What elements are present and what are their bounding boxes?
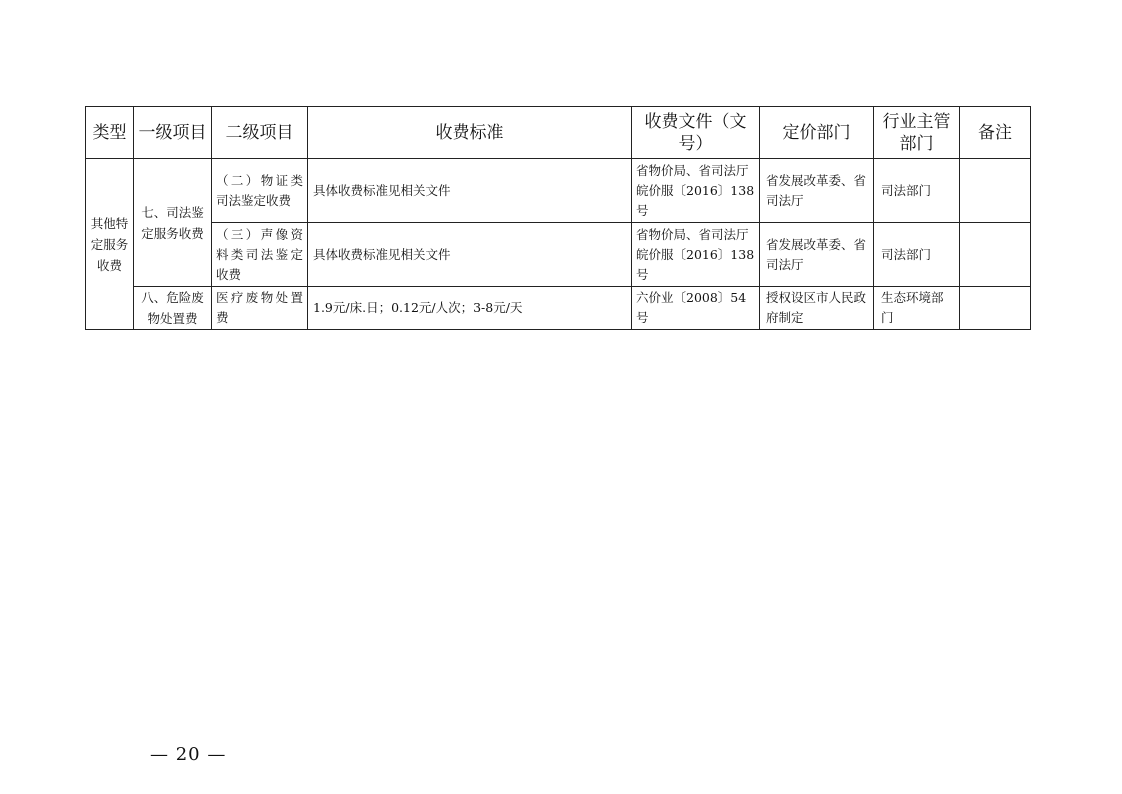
header-document: 收费文件（文号） [632,107,760,159]
document-cell: 六价业〔2008〕54号 [632,287,760,330]
industry-dept-cell: 司法部门 [874,223,960,287]
table-row [86,223,1031,287]
header-standard: 收费标准 [308,107,632,159]
header-remark: 备注 [960,107,1031,159]
level2-cell: 医疗废物处置费 [212,287,308,330]
header-type: 类型 [86,107,134,159]
remark-cell [960,159,1031,223]
pricing-dept-cell: 授权设区市人民政府制定 [760,287,874,330]
standard-cell: 具体收费标准见相关文件 [308,223,632,287]
page-number: — 20 — [150,744,227,765]
remark-cell [960,223,1031,287]
level1-cell: 八、危险废物处置费 [134,287,212,330]
level1-cell: 七、司法鉴定服务收费 [134,159,212,287]
table-row [86,287,1031,330]
fee-table [85,106,1031,330]
header-pricing-dept: 定价部门 [760,107,874,159]
header-row [86,107,1031,159]
industry-dept-cell: 生态环境部门 [874,287,960,330]
header-level2: 二级项目 [212,107,308,159]
type-cell: 其他特定服务收费 [86,159,134,330]
standard-cell: 具体收费标准见相关文件 [308,159,632,223]
industry-dept-cell: 司法部门 [874,159,960,223]
pricing-dept-cell: 省发展改革委、省司法厅 [760,159,874,223]
level2-cell: （二）物证类司法鉴定收费 [212,159,308,223]
header-industry-dept: 行业主管部门 [874,107,960,159]
pricing-dept-cell: 省发展改革委、省司法厅 [760,223,874,287]
level2-cell: （三）声像资料类司法鉴定收费 [212,223,308,287]
document-cell: 省物价局、省司法厅皖价服〔2016〕138号 [632,159,760,223]
remark-cell [960,287,1031,330]
table-row [86,159,1031,223]
standard-cell: 1.9元/床.日；0.12元/人次；3-8元/天 [308,287,632,330]
document-cell: 省物价局、省司法厅皖价服〔2016〕138号 [632,223,760,287]
header-level1: 一级项目 [134,107,212,159]
